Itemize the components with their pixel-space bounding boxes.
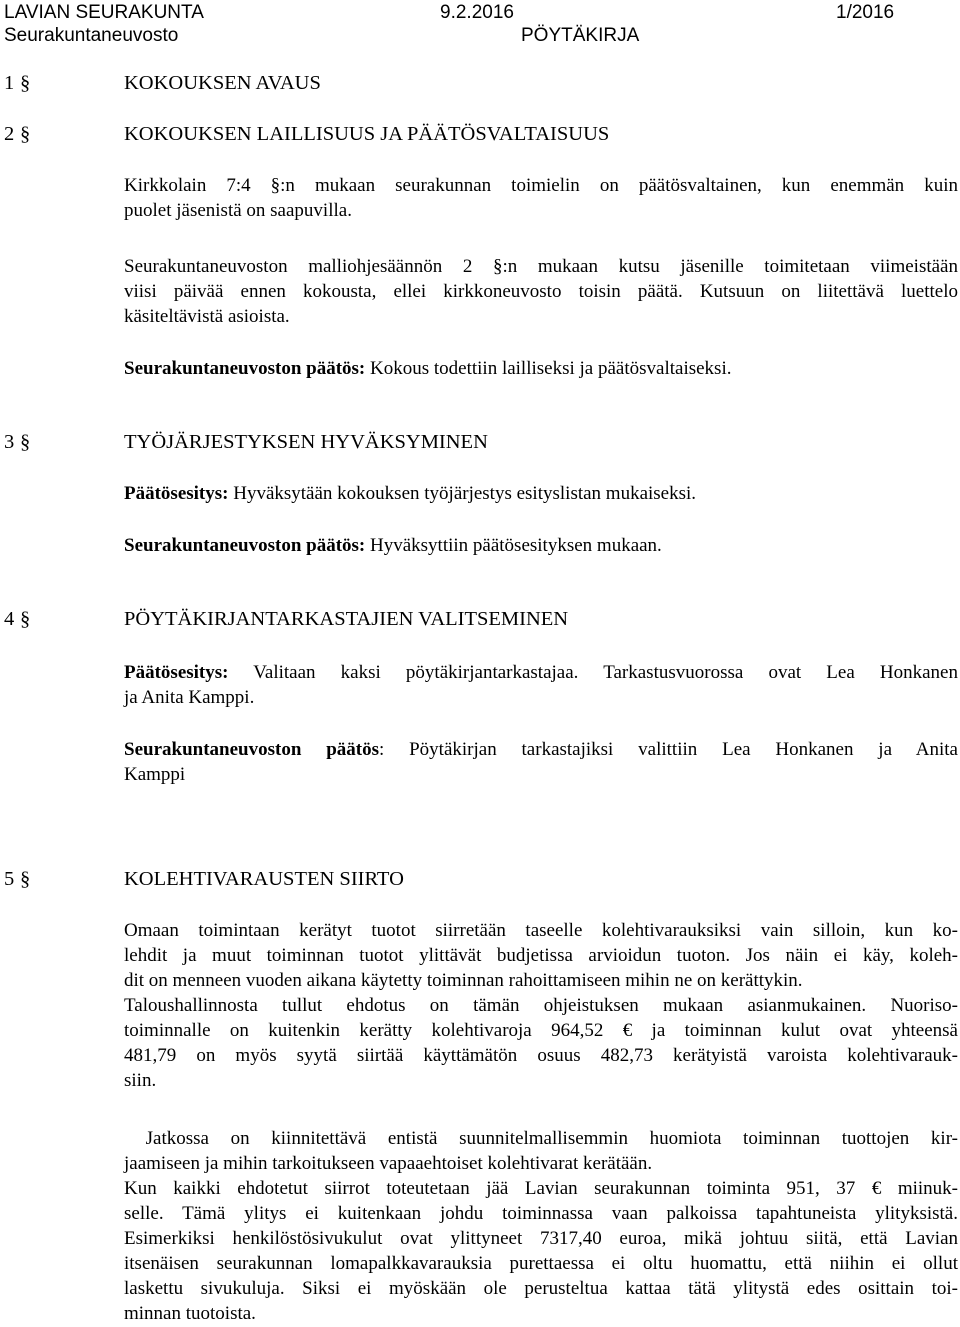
proposal-label: Päätösesitys:	[124, 662, 229, 683]
section-5-paragraph-1	[124, 918, 958, 1093]
section-number: 5	[4, 868, 15, 890]
section-2-decision	[124, 356, 958, 381]
text-line: siin.	[124, 1070, 157, 1091]
section-heading	[0, 121, 960, 147]
section-sign: §	[20, 868, 31, 890]
text-line: Seurakuntaneuvoston malliohjesäännön 2 §:n mukaan kutsu jäsenille toimitetaan viimeistään	[124, 256, 958, 277]
section-heading	[0, 429, 960, 455]
section-number: 1	[4, 72, 15, 94]
decision-text: : Pöytäkirjan tarkastajiksi valittiin Lea Honkanen ja Anita	[379, 739, 958, 760]
section-4	[0, 606, 960, 632]
section-heading	[0, 866, 960, 892]
text-line: lehdit ja muut toiminnan tuotot ylittävät budjetissa arvioidun tuoton. Jos näin ei käy, koleh-	[124, 945, 958, 966]
section-title: KOKOUKSEN AVAUS	[124, 72, 321, 94]
header-date: 9.2.2016	[440, 2, 514, 23]
section-sign: §	[20, 123, 31, 145]
text-line: käsiteltävistä asioista.	[124, 306, 290, 327]
section-title: KOKOUKSEN LAILLISUUS JA PÄÄTÖSVALTAISUUS	[124, 123, 610, 145]
proposal-text-continued: ja Anita Kamppi.	[124, 687, 255, 708]
decision-label: Seurakuntaneuvoston päätös:	[124, 535, 366, 556]
section-number: 2	[4, 123, 15, 145]
section-sign: §	[20, 72, 31, 94]
section-3-decision	[124, 533, 958, 558]
section-2-paragraph-1	[124, 173, 958, 223]
text-line: itsenäisen seurakunnan lomapalkkavarauksia purettaessa ei oltu huomattu, että niihin ei ollut	[124, 1253, 958, 1274]
decision-text: Hyväksyttiin päätösesityksen mukaan.	[365, 535, 662, 556]
text-line: Kirkkolain 7:4 §:n mukaan seurakunnan toimielin on päätösvaltainen, kun enemmän kuin	[124, 175, 958, 196]
text-line: toiminnalle on kuitenkin kerätty kolehtivaroja 964,52 € ja toiminnan kulut ovat yhteensä	[124, 1020, 958, 1041]
section-4-decision	[124, 737, 958, 787]
text-line: laskettu sivukuluja. Siksi ei myöskään ole perusteltua kattaa tätä ylitystä edes osittain toi-	[124, 1278, 958, 1299]
section-title: TYÖJÄRJESTYKSEN HYVÄKSYMINEN	[124, 431, 488, 453]
text-line: Kun kaikki ehdotetut siirrot toteutetaan jää Lavian seurakunnan toiminta 951, 37 € miinuk-	[124, 1178, 958, 1199]
decision-text-continued: Kamppi	[124, 764, 186, 785]
section-2-paragraph-2	[124, 254, 958, 329]
section-title: KOLEHTIVARAUSTEN SIIRTO	[124, 868, 404, 890]
proposal-text: Valitaan kaksi pöytäkirjantarkastajaa. Tarkastusvuorossa ovat Lea Honkanen	[228, 662, 958, 683]
section-5	[0, 866, 960, 892]
text-line: 481,79 on myös syytä siirtää käyttämätön osuus 482,73 kerätyistä varoista kolehtivarauk-	[124, 1045, 958, 1066]
decision-label: Seurakuntaneuvoston päätös	[124, 739, 379, 760]
text-line: minnan tuotoista.	[124, 1303, 256, 1324]
section-heading	[0, 70, 960, 96]
header-organization: LAVIAN SEURAKUNTA	[4, 2, 204, 23]
text-line: Taloushallinnosta tullut ehdotus on tämän ohjeistuksen mukaan asianmukainen. Nuoriso-	[124, 995, 958, 1016]
section-heading	[0, 606, 960, 632]
text-line: dit on menneen vuoden aikana käytetty toiminnan rahoittamiseen mihin ne on kerättykin.	[124, 970, 803, 991]
section-3-proposal	[124, 481, 958, 506]
section-2	[0, 121, 960, 147]
section-number: 3	[4, 431, 15, 453]
section-sign: §	[20, 431, 31, 453]
section-number: 4	[4, 608, 15, 630]
text-line: jaamiseen ja mihin tarkoitukseen vapaaehtoiset kolehtivarat kerätään.	[124, 1153, 653, 1174]
section-1	[0, 70, 960, 96]
text-line: puolet jäsenistä on saapuvilla.	[124, 200, 352, 221]
section-sign: §	[20, 608, 31, 630]
section-title: PÖYTÄKIRJANTARKASTAJIEN VALITSEMINEN	[124, 608, 569, 630]
section-5-paragraph-2	[124, 1126, 958, 1326]
section-4-proposal	[124, 660, 958, 710]
proposal-text: Hyväksytään kokouksen työjärjestys esityslistan mukaiseksi.	[228, 483, 697, 504]
header-page-number: 1/2016	[836, 2, 895, 23]
text-line: viisi päivää ennen kokousta, ellei kirkkoneuvosto toisin päätä. Kutsuun on liitettävä luettelo	[124, 281, 958, 302]
proposal-label: Päätösesitys:	[124, 483, 229, 504]
header-body-name: Seurakuntaneuvosto	[4, 25, 179, 46]
text-line: Esimerkiksi henkilöstösivukulut ovat ylittyneet 7317,40 euroa, mikä johtuu siitä, että Lavian	[124, 1228, 958, 1249]
text-line: Omaan toimintaan kerätyt tuotot siirretään taseelle kolehtivarauksiksi vain silloin, kun ko-	[124, 920, 958, 941]
decision-text: Kokous todettiin lailliseksi ja päätösvaltaiseksi.	[365, 358, 732, 379]
text-line: selle. Tämä ylitys ei kuitenkaan johdu toiminnassa vaan palkoissa tapahtuneista ylityksistä.	[124, 1203, 958, 1224]
header-document-type: PÖYTÄKIRJA	[521, 25, 640, 46]
decision-label: Seurakuntaneuvoston päätös:	[124, 358, 366, 379]
text-line: Jatkossa on kiinnitettävä entistä suunnitelmallisemmin huomiota toiminnan tuottojen kir-	[124, 1128, 958, 1149]
section-3	[0, 429, 960, 455]
